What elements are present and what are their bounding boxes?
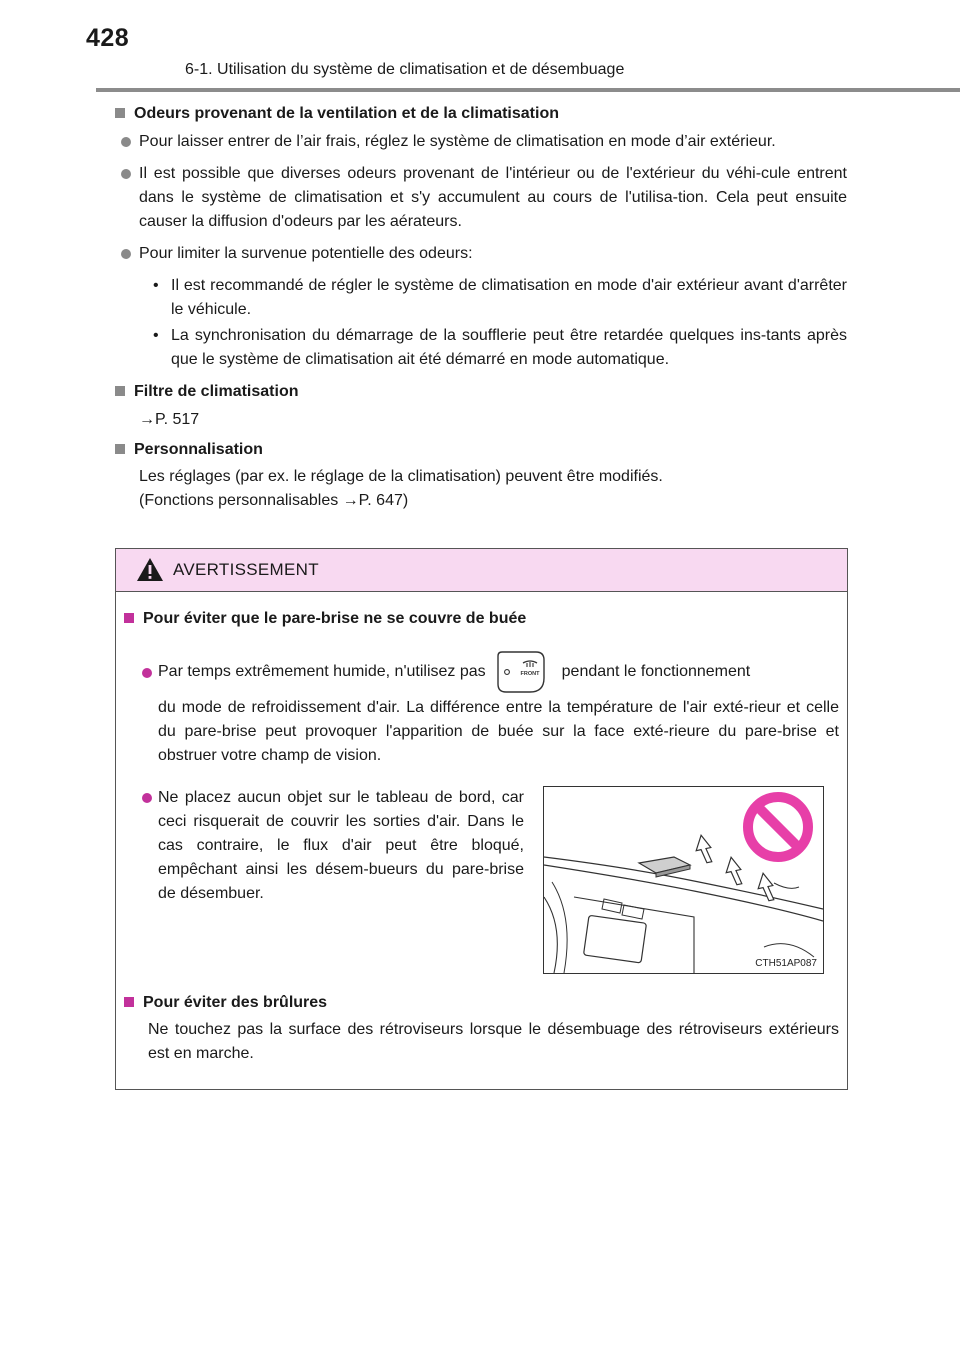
- square-bullet-icon: [124, 997, 134, 1007]
- bullet-buee-text-before: Par temps extrêmement humide, n'utilisez pas: [158, 663, 486, 681]
- main-content: [115, 104, 847, 513]
- prohibition-icon: [748, 797, 808, 857]
- heading-brulures: [124, 993, 839, 1013]
- heading-odeurs: [115, 104, 847, 124]
- bullet-limiter: [115, 242, 847, 266]
- bullet-objet-text: Ne placez aucun objet sur le tableau de bord, car ceci risquerait de couvrir les sorties d'air. Dans le cas contraire, le flux d'air peut être bloqué, empêchant ainsi les désem-bueurs du pare-brise de désembuer.: [158, 789, 524, 902]
- heading-personnalisation-text: Personnalisation: [134, 441, 263, 458]
- page-number: 428: [86, 24, 130, 52]
- bullet-buee-continued: du mode de refroidissement d'air. La différence entre la température de l'air exté-rieur et celle du pare-brise peut provoquer l'apparition de buée sur la face exté-rieure du pare-brise et obstruer votre champ de vision.: [158, 699, 839, 764]
- page-header: [0, 0, 960, 96]
- front-button-label: FRONT: [520, 671, 540, 677]
- square-bullet-icon: [115, 108, 125, 118]
- bullet-buee: [124, 650, 839, 694]
- sub-bullet-marker: •: [153, 277, 159, 294]
- bullet-buee-text-after: pendant le fonctionnement: [561, 663, 751, 681]
- heading-personnalisation: [115, 440, 847, 460]
- heading-filtre-text: Filtre de climatisation: [134, 383, 299, 400]
- bullet-air-frais-text: Pour laisser entrer de l’air frais, réglez le système de climatisation en mode d’air extérieur.: [139, 133, 776, 150]
- illustration-code: CTH51AP087: [755, 958, 817, 969]
- dashboard-illustration: [543, 786, 824, 974]
- bullet-odeurs: [115, 162, 847, 234]
- sub-item: [115, 274, 847, 322]
- square-bullet-icon: [115, 444, 125, 454]
- heading-buee: [124, 609, 839, 629]
- round-bullet-icon: [142, 793, 152, 803]
- bullet-limiter-text: Pour limiter la survenue potentielle des odeurs:: [139, 245, 473, 262]
- round-bullet-icon: [121, 169, 131, 179]
- personnalisation-line1: Les réglages (par ex. le réglage de la climatisation) peuvent être modifiés.: [139, 468, 663, 485]
- heading-filtre: [115, 382, 847, 402]
- sub-item-text: La synchronisation du démarrage de la soufflerie peut être retardée quelques ins-tants après que le système de climatisation ait été démarré en mode automatique.: [171, 327, 847, 368]
- filtre-page-ref[interactable]: →P. 517: [139, 411, 200, 428]
- sub-item: [115, 324, 847, 372]
- sub-item-text: Il est recommandé de régler le système de climatisation en mode d'air extérieur avant d'arrêter le véhicule.: [171, 277, 847, 318]
- heading-brulures-text: Pour éviter des brûlures: [143, 994, 328, 1011]
- round-bullet-icon: [142, 668, 152, 678]
- warning-title: AVERTISSEMENT: [173, 560, 319, 579]
- header-rule: [96, 88, 960, 92]
- bullet-air-frais: [115, 130, 847, 154]
- bullet-odeurs-text: Il est possible que diverses odeurs provenant de l'intérieur ou de l'extérieur du véhi-cule entrent dans le système de climatisation et s'y accumulent au cours de l'utilisa-tion. Cela peut ensuite causer la diffusion d'odeurs par les aérateurs.: [139, 165, 847, 230]
- round-bullet-icon: [121, 137, 131, 147]
- warning-triangle-icon: [136, 557, 164, 582]
- dashboard-drawing: [544, 787, 823, 973]
- front-defroster-button-icon: [496, 650, 546, 694]
- heading-buee-text: Pour éviter que le pare-brise ne se couvre de buée: [143, 610, 527, 627]
- square-bullet-icon: [115, 386, 125, 396]
- square-bullet-icon: [124, 613, 134, 623]
- heading-odeurs-text: Odeurs provenant de la ventilation et de la climatisation: [134, 105, 559, 122]
- section-title: 6-1. Utilisation du système de climatisation et de désembuage: [185, 61, 625, 78]
- round-bullet-icon: [121, 249, 131, 259]
- brulures-text: Ne touchez pas la surface des rétroviseurs lorsque le désembuage des rétroviseurs extérieurs est en marche.: [148, 1021, 839, 1062]
- sub-bullet-marker: •: [153, 327, 159, 344]
- personnalisation-line2[interactable]: (Fonctions personnalisables →P. 647): [139, 492, 409, 509]
- warning-header: [116, 549, 847, 592]
- bullet-objet: [124, 786, 524, 906]
